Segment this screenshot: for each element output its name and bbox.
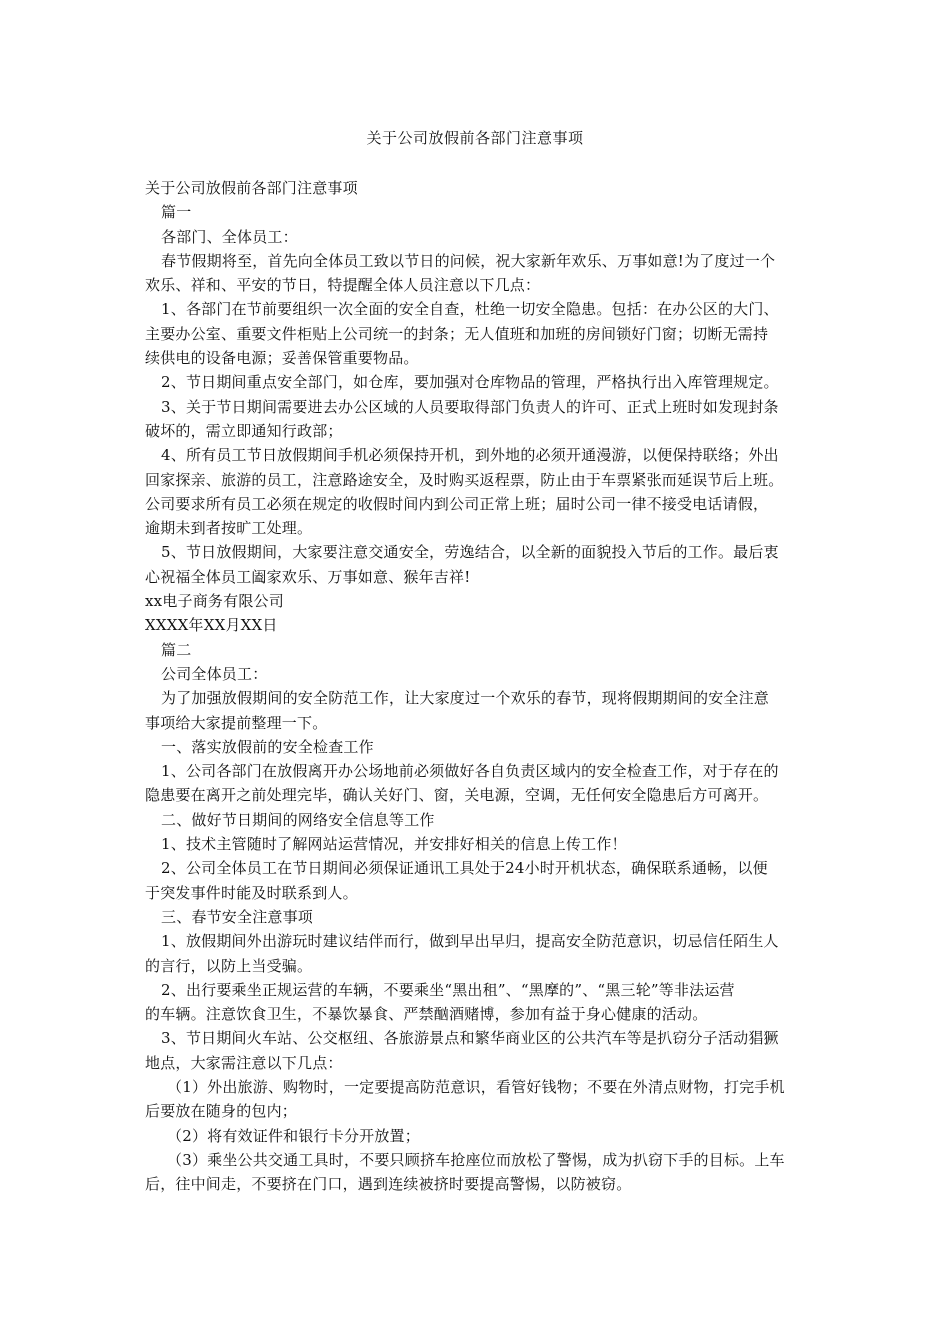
paragraph-line: （1）外出旅游、购物时，一定要提高防范意识，看管好钱物；不要在外清点财物，打完手机	[167, 1077, 785, 1096]
paragraph-line: 的言行，以防上当受骗。	[145, 956, 313, 975]
paragraph-line: 续供电的设备电源；妥善保管重要物品。	[145, 349, 419, 368]
paragraph-line: 各部门、全体员工：	[161, 227, 298, 246]
paragraph-line: 3、节日期间火车站、公交枢纽、各旅游景点和繁华商业区的公共汽车等是扒窃分子活动猖獗	[161, 1029, 779, 1048]
paragraph-line: 2、公司全体员工在节日期间必须保证通讯工具处于24小时开机状态，确保联系通畅，以便	[161, 859, 768, 878]
paragraph-line: 1、放假期间外出游玩时建议结伴而行，做到早出早归，提高安全防范意识，切忌信任陌生人	[161, 932, 779, 951]
paragraph-line: 4、所有员工节日放假期间手机必须保持开机，到外地的必须开通漫游，以便保持联络；外出	[161, 446, 779, 465]
paragraph-line: 主要办公室、重要文件柜贴上公司统一的封条；无人值班和加班的房间锁好门窗；切断无需持	[145, 324, 769, 343]
paragraph-line: 三、春节安全注意事项	[161, 907, 314, 926]
paragraph-line: 篇二	[161, 640, 192, 659]
paragraph-line: 为了加强放假期间的安全防范工作，让大家度过一个欢乐的春节，现将假期期间的安全注意	[161, 689, 770, 708]
paragraph-line: 5、节日放假期间，大家要注意交通安全，劳逸结合，以全新的面貌投入节后的工作。最后衷	[161, 543, 779, 562]
paragraph-line: 公司全体员工：	[161, 664, 268, 683]
paragraph-line: 后要放在随身的包内；	[145, 1102, 298, 1121]
paragraph-line: 2、出行要乘坐正规运营的车辆，不要乘坐“黑出租”、“黑摩的”、“黑三轮”等非法运营	[161, 980, 735, 999]
paragraph-line: 1、各部门在节前要组织一次全面的安全自查，杜绝一切安全隐患。包括：在办公区的大门、	[161, 300, 779, 319]
paragraph-line: 心祝福全体员工阖家欢乐、万事如意、猴年吉祥!	[145, 567, 471, 586]
paragraph-line: 欢乐、祥和、平安的节日，特提醒全体人员注意以下几点：	[145, 276, 541, 295]
paragraph-line: （2）将有效证件和银行卡分开放置；	[167, 1126, 420, 1145]
document-body	[145, 176, 815, 1196]
paragraph-line: 关于公司放假前各部门注意事项	[145, 179, 358, 197]
paragraph-line: 的车辆。注意饮食卫生，不暴饮暴食、严禁酗酒赌博，参加有益于身心健康的活动。	[145, 1005, 708, 1024]
paragraph-line: 回家探亲、旅游的员工，注意路途安全，及时购买返程票，防止由于车票紧张而延误节后上班。	[145, 470, 784, 489]
paragraph-line: 后，往中间走，不要挤在门口，遇到连续被挤时要提高警惕，以防被窃。	[145, 1175, 632, 1194]
paragraph-line: 2、节日期间重点安全部门，如仓库，要加强对仓库物品的管理，严格执行出入库管理规定。	[161, 373, 779, 392]
paragraph-line: 一、落实放假前的安全检查工作	[161, 737, 374, 756]
paragraph-line: xx电子商务有限公司	[145, 592, 284, 611]
paragraph-line: 隐患要在离开之前处理完毕，确认关好门、窗，关电源，空调，无任何安全隐患后方可离开。	[145, 786, 769, 805]
paragraph-line: XXXX年XX月XX日	[145, 616, 278, 635]
paragraph-line: 1、公司各部门在放假离开办公场地前必须做好各自负责区域内的安全检查工作，对于存在的	[161, 762, 779, 781]
paragraph-line: 3、关于节日期间需要进去办公区域的人员要取得部门负责人的许可、正式上班时如发现封条	[161, 397, 779, 416]
paragraph-line: 1、技术主管随时了解网站运营情况，并安排好相关的信息上传工作！	[161, 835, 627, 854]
paragraph-line: 地点，大家需注意以下几点：	[145, 1053, 343, 1072]
paragraph-line: 春节假期将至，首先向全体员工致以节日的问候，祝大家新年欢乐、万事如意!为了度过一个	[161, 251, 776, 270]
paragraph-line: 于突发事件时能及时联系到人。	[145, 883, 358, 902]
paragraph-line: 篇一	[161, 203, 192, 222]
paragraph-line: 事项给大家提前整理一下。	[145, 713, 328, 732]
paragraph-line: （3）乘坐公共交通工具时，不要只顾挤车抢座位而放松了警惕，成为扒窃下手的目标。上车	[167, 1150, 785, 1169]
paragraph-line: 逾期未到者按旷工处理。	[145, 519, 313, 538]
paragraph-line: 二、做好节日期间的网络安全信息等工作	[161, 810, 435, 829]
paragraph-line: 破坏的，需立即通知行政部；	[145, 421, 343, 440]
document-title: 关于公司放假前各部门注意事项	[366, 129, 584, 147]
paragraph-line: 公司要求所有员工必须在规定的收假时间内到公司正常上班；届时公司一律不接受电话请假，	[145, 494, 769, 513]
